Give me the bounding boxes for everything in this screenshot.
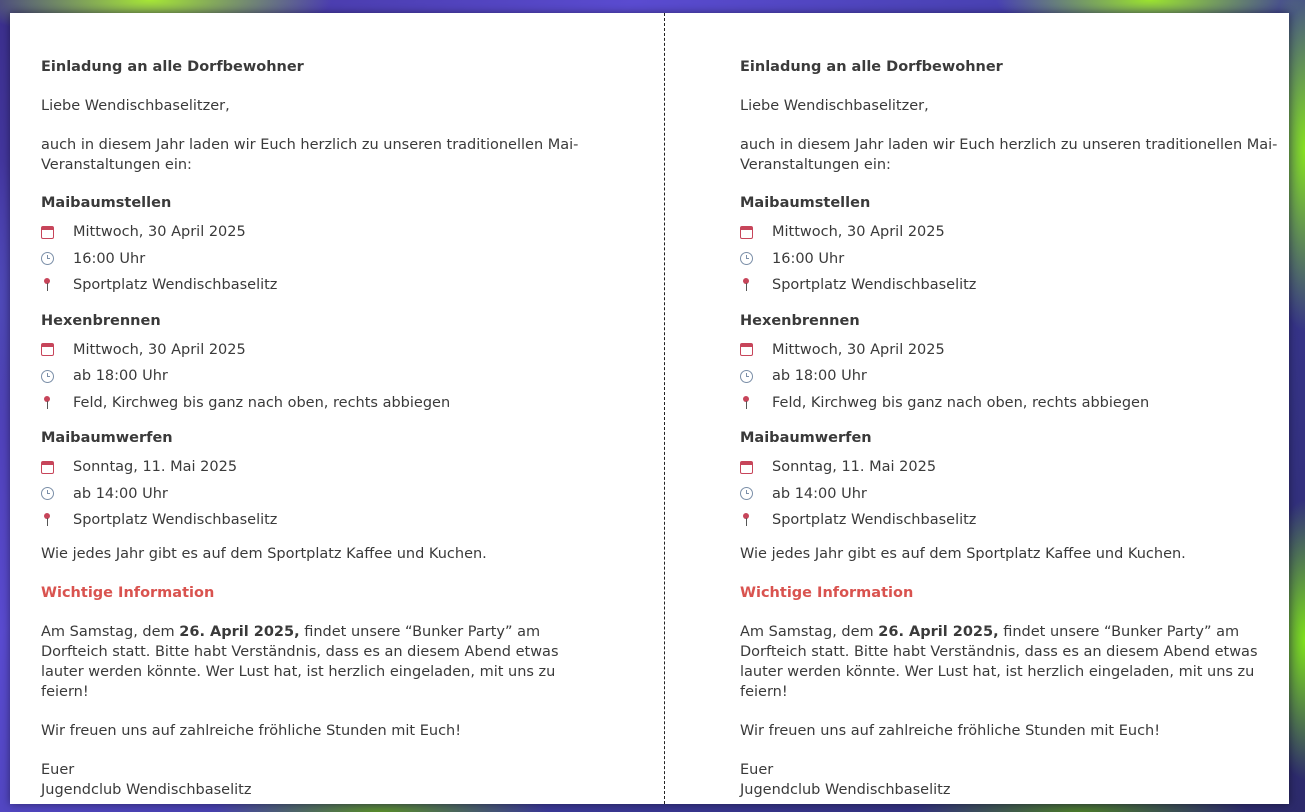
event-date-row <box>740 454 1300 481</box>
event-place: Feld, Kirchweg bis ganz nach oben, rechts abbiegen <box>772 394 1150 411</box>
sign-line-1: Euer <box>740 761 774 778</box>
sign-line-2: Jugendclub Wendischbaselitz <box>41 781 252 798</box>
event-date-row <box>740 219 1300 246</box>
invitation-title: Einladung an alle Dorfbewohner <box>41 59 304 75</box>
calendar-icon <box>740 343 753 356</box>
event-place-row <box>41 507 601 534</box>
closing-text: Wir freuen uns auf zahlreiche fröhliche Stunden mit Euch! <box>41 722 462 739</box>
event-place-row <box>740 507 1300 534</box>
event-place-row <box>740 390 1300 417</box>
event-title: Hexenbrennen <box>740 312 860 329</box>
event-maibaumwerfen <box>740 428 1300 534</box>
info-date: 26. April 2025, <box>179 623 300 640</box>
info-date: 26. April 2025, <box>878 623 999 640</box>
event-time: 16:00 Uhr <box>772 250 845 267</box>
event-place: Sportplatz Wendischbaselitz <box>73 277 278 294</box>
clock-icon <box>740 370 753 383</box>
event-time: ab 14:00 Uhr <box>772 485 867 502</box>
clock-icon <box>41 252 54 265</box>
event-hexenbrennen <box>41 311 601 417</box>
event-time: ab 14:00 Uhr <box>73 485 168 502</box>
event-date-row <box>41 454 601 481</box>
event-time: ab 18:00 Uhr <box>772 368 867 385</box>
map-pin-icon <box>41 278 53 292</box>
event-place-row <box>41 390 601 417</box>
clock-icon <box>41 487 54 500</box>
event-date: Sonntag, 11. Mai 2025 <box>73 459 238 476</box>
event-title: Maibaumstellen <box>740 195 871 211</box>
info-title: Wichtige Information <box>41 584 215 601</box>
calendar-icon <box>41 461 54 474</box>
info-rest: findet unsere “Bunker Party” am Dorfteich statt. Bitte habt Verständnis, dass es an diesem Abend etwas lauter werden könnte. Wer Lust hat, ist herzlich eingeladen, mit uns zu feiern! <box>41 623 559 700</box>
info-prefix: Am Samstag, dem <box>41 623 180 640</box>
clock-icon <box>740 252 753 265</box>
calendar-icon <box>740 461 753 474</box>
event-time-row <box>740 246 1300 273</box>
event-date: Mittwoch, 30 April 2025 <box>73 341 246 358</box>
event-time: 16:00 Uhr <box>73 250 146 267</box>
info-title: Wichtige Information <box>740 584 914 601</box>
event-time: ab 18:00 Uhr <box>73 368 168 385</box>
event-date-row <box>740 337 1300 364</box>
event-title: Hexenbrennen <box>41 312 161 329</box>
info-prefix: Am Samstag, dem <box>740 623 879 640</box>
calendar-icon <box>41 343 54 356</box>
event-place: Feld, Kirchweg bis ganz nach oben, rechts abbiegen <box>73 394 451 411</box>
calendar-icon <box>740 226 753 239</box>
intro-text: auch in diesem Jahr laden wir Euch herzlich zu unseren traditionellen Mai-Veranstaltungen ein: <box>41 137 579 173</box>
event-place: Sportplatz Wendischbaselitz <box>73 512 278 529</box>
calendar-icon <box>41 226 54 239</box>
cut-line-divider <box>664 13 665 804</box>
invitation-right <box>740 57 1300 800</box>
event-date: Mittwoch, 30 April 2025 <box>73 224 246 241</box>
map-pin-icon <box>740 396 752 410</box>
info-text <box>740 622 1300 702</box>
event-maibaumstellen <box>41 193 601 299</box>
event-date: Mittwoch, 30 April 2025 <box>772 224 945 241</box>
invitation-left <box>41 57 601 800</box>
event-time-row <box>740 363 1300 390</box>
greeting: Liebe Wendischbaselitzer, <box>41 98 230 114</box>
event-date-row <box>41 219 601 246</box>
event-time-row <box>740 481 1300 508</box>
event-title: Maibaumstellen <box>41 195 172 211</box>
event-maibaumwerfen <box>41 428 601 534</box>
event-date: Sonntag, 11. Mai 2025 <box>772 459 937 476</box>
sign-line-2: Jugendclub Wendischbaselitz <box>740 781 951 798</box>
map-pin-icon <box>740 513 752 527</box>
info-text <box>41 622 601 702</box>
event-time-row <box>41 363 601 390</box>
intro-text: auch in diesem Jahr laden wir Euch herzlich zu unseren traditionellen Mai-Veranstaltungen ein: <box>740 137 1278 173</box>
coffee-note: Wie jedes Jahr gibt es auf dem Sportplatz Kaffee und Kuchen. <box>740 545 1186 562</box>
event-place-row <box>41 272 601 299</box>
event-maibaumstellen <box>740 193 1300 299</box>
signature <box>41 760 601 800</box>
greeting: Liebe Wendischbaselitzer, <box>740 98 929 114</box>
signature <box>740 760 1300 800</box>
sign-line-1: Euer <box>41 761 75 778</box>
event-time-row <box>41 481 601 508</box>
event-date-row <box>41 337 601 364</box>
map-pin-icon <box>740 278 752 292</box>
map-pin-icon <box>41 396 53 410</box>
event-title: Maibaumwerfen <box>41 430 173 446</box>
map-pin-icon <box>41 513 53 527</box>
event-title: Maibaumwerfen <box>740 430 872 446</box>
event-date: Mittwoch, 30 April 2025 <box>772 341 945 358</box>
event-place: Sportplatz Wendischbaselitz <box>772 277 977 294</box>
invitation-sheet <box>10 13 1289 804</box>
clock-icon <box>740 487 753 500</box>
closing-text: Wir freuen uns auf zahlreiche fröhliche Stunden mit Euch! <box>740 722 1161 739</box>
coffee-note: Wie jedes Jahr gibt es auf dem Sportplatz Kaffee und Kuchen. <box>41 545 487 562</box>
event-place-row <box>740 272 1300 299</box>
event-time-row <box>41 246 601 273</box>
info-rest: findet unsere “Bunker Party” am Dorfteich statt. Bitte habt Verständnis, dass es an diesem Abend etwas lauter werden könnte. Wer Lust hat, ist herzlich eingeladen, mit uns zu feiern! <box>740 623 1258 700</box>
clock-icon <box>41 370 54 383</box>
event-place: Sportplatz Wendischbaselitz <box>772 512 977 529</box>
event-hexenbrennen <box>740 311 1300 417</box>
invitation-title: Einladung an alle Dorfbewohner <box>740 59 1003 75</box>
